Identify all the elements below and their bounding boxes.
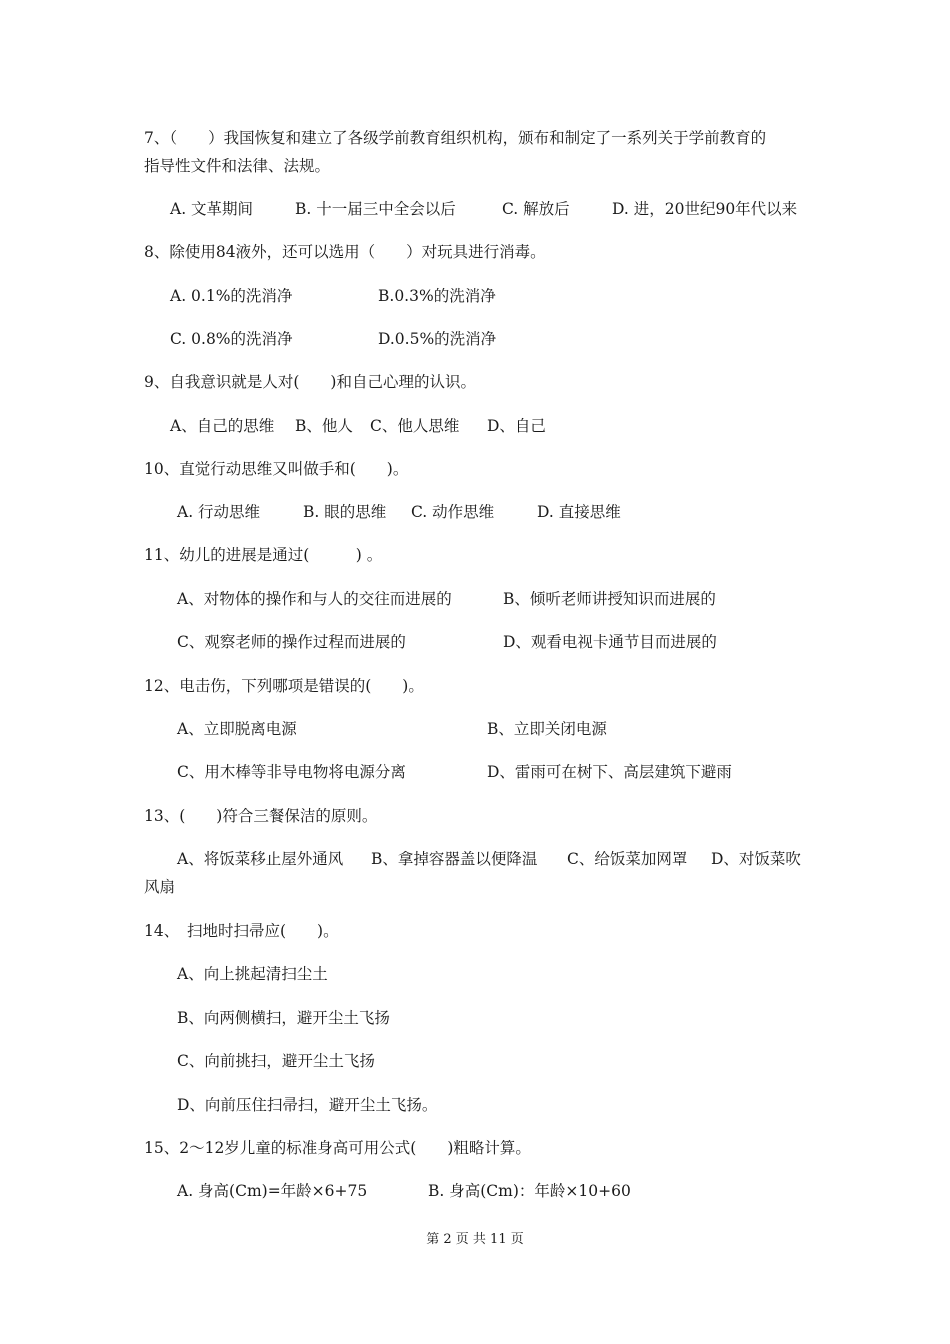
question-15-option-b: B. 身高(Cm)：年龄×10+60 <box>428 1182 631 1200</box>
question-10-option-b: B. 眼的思维 <box>303 503 387 521</box>
question-13-option-b: B、拿掉容器盖以便降温 <box>371 850 538 868</box>
question-12-option-b: B、立即关闭电源 <box>487 720 607 738</box>
question-8-option-b: B.0.3%的洗消净 <box>378 287 496 305</box>
question-11-option-d: D、观看电视卡通节目而进展的 <box>503 633 717 651</box>
question-9-option-b: B、他人 <box>295 417 353 435</box>
page-number-footer: 第 2 页 共 11 页 <box>426 1232 524 1247</box>
question-13-option-c: C、给饭菜加网罩 <box>567 850 688 868</box>
question-12-option-a: A、立即脱离电源 <box>177 720 297 738</box>
question-9-option-c: C、他人思维 <box>370 417 460 435</box>
question-14-option-c: C、向前挑扫，避开尘土飞扬 <box>177 1052 375 1070</box>
question-8-option-a: A. 0.1%的洗消净 <box>170 287 293 305</box>
question-14-option-b: B、向两侧横扫，避开尘土飞扬 <box>177 1009 390 1027</box>
question-15-option-a: A. 身高(Cm)=年龄×6+75 <box>177 1182 368 1200</box>
question-7-option-c: C. 解放后 <box>502 200 570 218</box>
question-12-option-c: C、用木棒等非导电物将电源分离 <box>177 763 406 781</box>
question-8-stem: 8、除使用84液外，还可以选用（ ）对玩具进行消毒。 <box>144 243 546 261</box>
question-10-option-d: D. 直接思维 <box>537 503 621 521</box>
question-9-option-d: D、自己 <box>487 417 546 435</box>
question-11-stem: 11、幼儿的进展是通过( ) 。 <box>144 546 383 564</box>
question-14-option-a: A、向上挑起清扫尘土 <box>177 965 328 983</box>
question-7-stem-line-1: 7、（ ）我国恢复和建立了各级学前教育组织机构，颁布和制定了一系列关于学前教育的 <box>144 129 767 147</box>
question-10-option-c: C. 动作思维 <box>411 503 495 521</box>
question-7-stem-line-2: 指导性文件和法律、法规。 <box>144 157 331 175</box>
question-13-option-a: A、将饭菜移止屋外通风 <box>177 850 344 868</box>
question-8-option-c: C. 0.8%的洗消净 <box>170 330 293 348</box>
question-15-stem: 15、2～12岁儿童的标准身高可用公式( )粗略计算。 <box>144 1139 531 1157</box>
question-13-option-d-continuation: 风扇 <box>144 878 176 896</box>
question-9-option-a: A、自己的思维 <box>170 417 275 435</box>
question-7-option-b: B. 十一届三中全会以后 <box>295 200 456 218</box>
question-13-option-d: D、对饭菜吹 <box>711 850 801 868</box>
question-14-stem: 14、 扫地时扫帚应( )。 <box>144 922 339 940</box>
question-12-option-d: D、雷雨可在树下、高层建筑下避雨 <box>487 763 732 781</box>
question-11-option-b: B、倾听老师讲授知识而进展的 <box>503 590 716 608</box>
question-14-option-d: D、向前压住扫帚扫，避开尘土飞扬。 <box>177 1096 438 1114</box>
question-10-stem: 10、直觉行动思维又叫做手和( )。 <box>144 460 409 478</box>
question-9-stem: 9、自我意识就是人对( )和自己心理的认识。 <box>144 373 476 391</box>
question-7-option-a: A. 文革期间 <box>170 200 254 218</box>
question-10-option-a: A. 行动思维 <box>177 503 261 521</box>
question-7-option-d: D. 进，20世纪90年代以来 <box>612 200 798 218</box>
question-12-stem: 12、电击伤，下列哪项是错误的( )。 <box>144 677 424 695</box>
question-11-option-a: A、对物体的操作和与人的交往而进展的 <box>177 590 452 608</box>
question-8-option-d: D.0.5%的洗消净 <box>378 330 497 348</box>
question-13-stem: 13、( )符合三餐保洁的原则。 <box>144 807 378 825</box>
question-11-option-c: C、观察老师的操作过程而进展的 <box>177 633 406 651</box>
